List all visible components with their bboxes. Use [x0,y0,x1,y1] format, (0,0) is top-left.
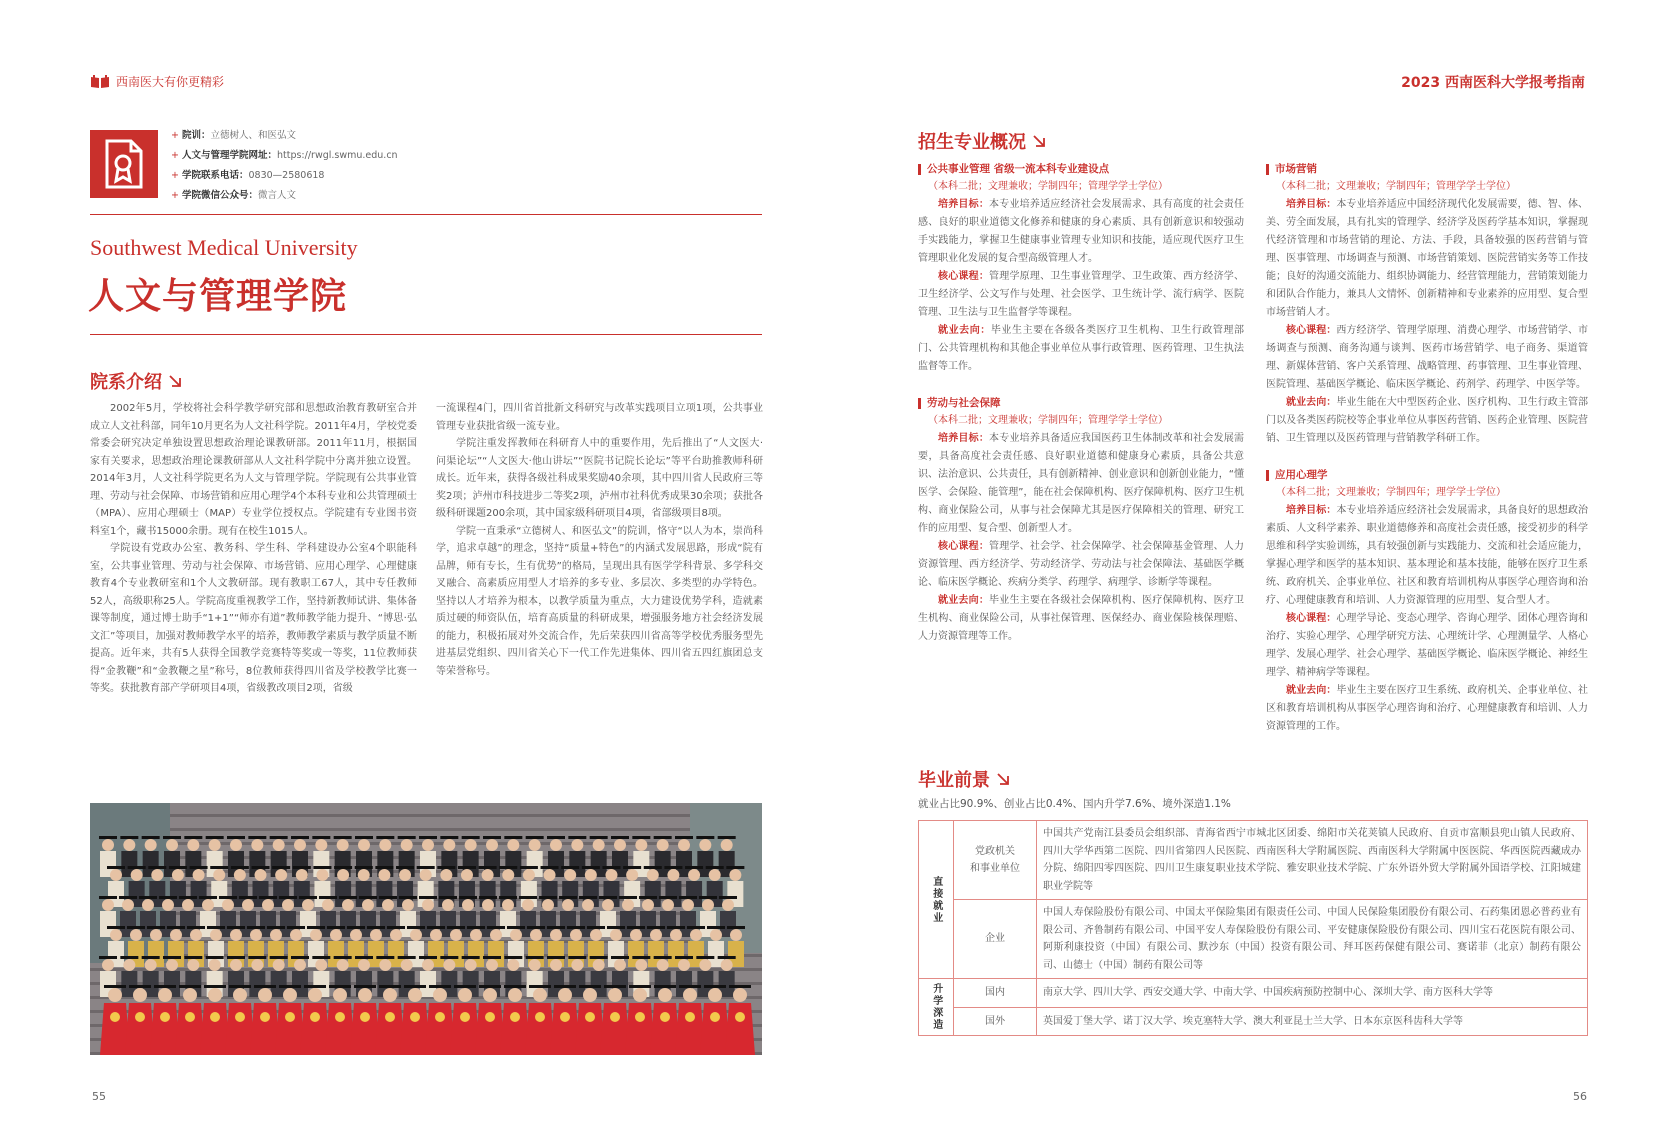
group-label: 升学深造 [919,979,954,1036]
arrow-down-right-icon [1032,134,1046,148]
header-left-text: 西南医大有你更精彩 [116,75,225,89]
page-number-left: 55 [92,1090,106,1103]
intro-paragraph: 学院设有党政办公室、教务科、学生科、学科建设办公室4个职能科室，公共事业管理、劳动与社会保障、市场营销、应用心理学、心理健康教育4个专业教研室和1个人文教研部。现有教职工67人，其中专任教师52人，高级职称25人。学院高度重视教学工作，坚持新教师试讲、集体备课等制度，通过博士助手“1+1”“师亦有道”教师教学能力提升、“博思·弘文汇”等项目，加强对教师教学水平的培养，教师教学素质与教学质量不断提高。近年来，共有5人获得全国教学竞赛特等奖或一等奖，11位教师获得“金教鞭”和“金教鞭之星”称号，8位教师获得四川省及学校教学比赛一等奖。获批教育部产学研项目4项，省级教改项目2项，省级 [90,543,417,694]
info-item: + 学院联系电话：0830—2580618 [171,170,325,181]
employment-heading: 毕业前景 [918,766,1010,792]
employment-table [918,820,1588,1036]
major-name: 劳动与社会保障 [918,394,1244,412]
certificate-icon [101,139,147,189]
major-name: 公共事业管理 省级一流本科专业建设点 [918,160,1244,178]
book-icon [90,75,110,89]
intro-paragraph: 一流课程4门，四川省首批新文科研究与改革实践项目立项1项，公共事业管理专业获批省级一流专业。 [436,403,763,432]
category-label: 国内 [954,979,1037,1008]
arrow-down-right-icon [168,374,182,388]
major-name: 应用心理学 [1266,466,1588,484]
majors-column-2: 市场营销 （本科二批；文理兼收；学制四年；管理学学士学位） 培养目标：本专业培养适应中国经济现代化发展需要，德、智、体、美、劳全面发展，具有扎实的管理学、经济学及医药学基本知识，掌握现代经济管理和市场营销的理论、方法、手段，具备较强的医药营销与管理、医事管理、市场调查与预测、市场营销策划、医院营销实务等工作技能；良好的沟通交流能力、组织协调能力、经营管理能力，营销策划能力和团队合作能力，兼具人文情怀、创新精神和专业素养的应用型、复合型市场营销人才。 核心课程：西方经济学、管理学原理、消费心理学、市场营销学、市场调查与预测、商务沟通与谈判、医药市场营销学、电子商务、渠道管理、新媒体营销、客户关系管理、战略管理、药事管理、卫生事业管理、医院管理、基础医学概论、临床医学概论、药剂学、药理学、中医学等。 就业去向：毕业生能在大中型医药企业、医疗机构、卫生行政主管部门以及各类医药院校等企事业单位从事医药营销、医药企业管理、医院营销、卫生管理以及医药管理与营销教学科研工作。 应用心理学 （本科二批；文理兼收；学制四年；理学学士学位） 培养目标：本专业培养适应经济社会发展需求，具备良好的思想政治素质、人文科学素养、职业道德修养和高度社会责任感，接受初步的科学思维和科学实验训练，具有较强创新与实践能力、交流和社会适应能力，掌握心理学和医学的基本知识、基本理论和基本技能，能够在医疗卫生系统、政府机关、企事业单位、社区和教育培训机构从事医学心理咨询和治疗、心理健康教育和培训、人力资源管理的应用型、复合型人才。 核心课程：心理学导论、变态心理学、咨询心理学、团体心理咨询和治疗、实验心理学、心理学研究方法、心理统计学、心理测量学、人格心理学、发展心理学、社会心理学、基础医学概论、临床医学概论、神经生理学、精神病学等课程。 就业去向：毕业生主要在医疗卫生系统、政府机关、企事业单位、社区和教育培训机构从事医学心理咨询和治疗、心理健康教育和培训、人力资源管理的工作。 [1266,160,1588,736]
university-english-name: Southwest Medical University [90,235,358,260]
table-row [919,821,1588,900]
header-right-text: 2023 西南医科大学报考指南 [1401,75,1585,91]
table-row [919,1007,1588,1036]
category-label: 企业 [954,900,1037,979]
intro-heading: 院系介绍 [90,368,182,394]
employment-summary: 就业占比90.9%、创业占比0.4%、国内升学7.6%、境外深造1.1% [918,798,1231,810]
page-number-right: 56 [1573,1090,1587,1103]
header-left [90,73,224,90]
college-logo [90,130,158,198]
intro-paragraph: 2002年5月，学校将社会科学教学研究部和思想政治教育教研室合并成立人文社科部，同年10月更名为人文社科学院。2011年4月，学校党委常委会研究决定单独设置思想政治理论课教研部。2011年11月，根据国家有关要求，思想政治理论课教研部从人文社科学院中分离并独立设置。2014年3月，人文社科学院更名为人文与管理学院。学院现有公共事业管理、劳动与社会保障、市场营销和应用心理学4个本科专业和公共管理硕士（MPA）、应用心理硕士（MAP）专业学位授权点。学院建有专业图书资料室1个，藏书15000余册。现有在校生1015人。 [90,403,417,537]
info-item: + 学院微信公众号：微言人文 [171,190,296,201]
major-info: （本科二批；文理兼收；学制四年；管理学学士学位） [928,415,1168,426]
graduation-group-photo [90,803,762,1055]
major-info: （本科二批；文理兼收；学制四年；管理学学士学位） [928,181,1168,192]
majors-heading: 招生专业概况 [918,128,1046,154]
category-value: 中国共产党南江县委员会组织部、青海省西宁市城北区团委、绵阳市关花荚镇人民政府、自贡市富顺县兜山镇人民政府、四川大学华西第二医院、四川省第四人民医院、西南医科大学附属医院、西南医科大学附属中医医院、华西医院西藏成办分院、绵阳四零四医院、四川卫生康复职业技术学院、雅安职业技术学院、广东外语外贸大学附属外国语学校、江阳城建职业学院等 [1037,821,1588,900]
major-info: （本科二批；文理兼收；学制四年；管理学学士学位） [1276,181,1516,192]
table-row [919,900,1588,979]
major-info: （本科二批；文理兼收；学制四年；理学学士学位） [1276,487,1506,498]
intro-column-1 [90,400,417,698]
category-value: 中国人寿保险股份有限公司、中国太平保险集团有限责任公司、中国人民保险集团股份有限公司、石药集团恩必普药业有限公司、齐鲁制药有限公司、中国平安人寿保险股份有限公司、平安健康保险股份有限公司、四川宝石花医院有限公司、阿斯利康投资（中国）有限公司、默沙东（中国）投资有限公司、拜耳医药保健有限公司、赛诺菲（北京）制药有限公司、山德士（中国）制药有限公司等 [1037,900,1588,979]
arrow-down-right-icon [996,772,1010,786]
college-title: 人文与管理学院 [88,276,348,317]
intro-paragraph: 学院注重发挥教师在科研育人中的重要作用，先后推出了“人文医大·问渠论坛”“人文医大·他山讲坛”“医院书记院长论坛”等平台助推教师科研成长。近年来，获得各级社科成果奖励40余项，其中四川省人民政府三等奖2项；泸州市科技进步二等奖2项，泸州市社科优秀成果30余项；获批各级科研课题200余项，其中国家级科研项目4项，省部级项目8项。 [436,438,763,519]
intro-column-2 [436,400,763,680]
category-value: 英国爱丁堡大学、诺丁汉大学、埃克塞特大学、澳大利亚昆士兰大学、日本东京医科齿科大学等 [1037,1007,1588,1036]
category-label: 国外 [954,1007,1037,1036]
divider [90,214,762,215]
category-label: 党政机关 和事业单位 [954,821,1037,900]
majors-column-1: 公共事业管理 省级一流本科专业建设点 （本科二批；文理兼收；学制四年；管理学学士学位） 培养目标：本专业培养适应经济社会发展需求、具有高度的社会责任感、良好的职业道德文化修养和健康的身心素质、具有创新意识和较强动手实践能力，掌握卫生健康事业管理专业知识和技能，适应现代医疗卫生管理职业化发展的复合型高级管理人才。 核心课程：管理学原理、卫生事业管理学、卫生政策、西方经济学、卫生经济学、公文写作与处理、社会医学、卫生统计学、流行病学、医院管理、卫生法与卫生监督学等课程。 就业去向：毕业生主要在各级各类医疗卫生机构、卫生行政管理部门、公共管理机构和其他企事业单位从事行政管理、医药管理、卫生执法监督等工作。 劳动与社会保障 （本科二批；文理兼收；学制四年；管理学学士学位） 培养目标：本专业培养具备适应我国医药卫生体制改革和社会发展需要，具备高度社会责任感、良好职业道德和健康身心素质，具备公共意识、法治意识、公共责任，具有创新精神、创业意识和创新创业能力，“懂医学、会保险、能管理”，能在社会保障机构、医疗保障机构、医疗卫生机构、商业保险公司，从事与社会保障尤其是医疗保障相关的管理、研究工作的应用型、复合型、创新型人才。 核心课程：管理学、社会学、社会保障学、社会保障基金管理、人力资源管理、西方经济学、劳动经济学、劳动法与社会保障法、基础医学概论、临床医学概论、疾病分类学、药理学、病理学、诊断学等课程。 就业去向：毕业生主要在各级社会保障机构、医疗保障机构、医疗卫生机构、商业保险公司，从事社保管理、医保经办、商业保险核保理赔、人力资源管理等工作。 [918,160,1244,646]
major-name: 市场营销 [1266,160,1588,178]
college-info-list [171,126,398,206]
info-item: + 院训：立德树人、和医弘文 [171,130,296,141]
intro-paragraph: 学院一直秉承“立德树人、和医弘文”的院训，恪守“以人为本，崇尚科学，追求卓越”的理念，坚持“质量+特色”的内涵式发展思路，形成“院有品牌，师有专长，生有优势”的格局，呈现出具有医学学科背景、多学科交叉融合、高素质应用型人才培养的多专业、多层次、多类型的办学特色。坚持以人才培养为根本，以教学质量为重点，大力建设优势学科，造就素质过硬的师资队伍，培育高质量的科研成果，增强服务地方社会经济发展的能力，积极拓展对外交流合作，先后荣获四川省高等学校优秀服务型先进基层党组织、四川省关心下一代工作先进集体、四川省五四红旗团总支等荣誉称号。 [436,525,763,677]
divider [90,334,762,335]
category-value: 南京大学、四川大学、西安交通大学、中南大学、中国疾病预防控制中心、深圳大学、南方医科大学等 [1037,979,1588,1008]
website-link[interactable]: https://rwgl.swmu.edu.cn [276,150,398,161]
group-label: 直接就业 [919,821,954,979]
info-item: + 人文与管理学院网址：https://rwgl.swmu.edu.cn [171,150,398,161]
table-row [919,979,1588,1008]
